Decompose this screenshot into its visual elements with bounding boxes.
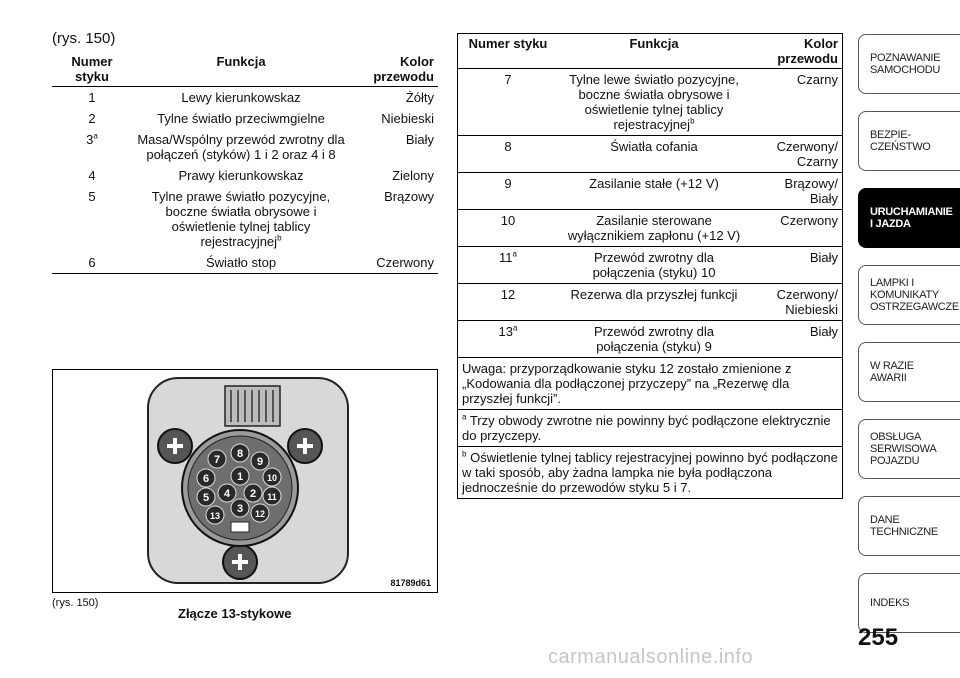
pin-function-text: Tylne prawe światło pozycyjne, boczne światła obrysowe i oświetlenie tylnej tablicy rejestracyjnej: [151, 189, 331, 249]
table-row: [52, 87, 438, 109]
pin-number: [458, 69, 559, 136]
connector-pin: [208, 450, 226, 468]
pin-function-text: Lewy kierunkowskaz: [181, 90, 301, 105]
connector-pin: [231, 467, 249, 485]
chapter-tab[interactable]: [858, 419, 960, 479]
wire-color: Biały: [405, 132, 434, 147]
chapter-tab-label: URUCHAMIANIE I JAZDA: [870, 206, 953, 230]
table-row: [458, 321, 843, 358]
figure-reference-top: (rys. 150): [52, 30, 116, 47]
table-row: [458, 284, 843, 321]
pin-function-text: Tylne lewe światło pozycyjne, boczne światła obrysowe i oświetlenie tylnej tablicy rejestracyjnej: [569, 72, 739, 132]
pin-function-text: Światło stop: [205, 255, 277, 270]
header-pin-number: Numer styku: [71, 54, 113, 84]
table-row: [52, 108, 438, 129]
wire-color: Biały: [809, 250, 838, 265]
pin-function: [132, 108, 350, 129]
pin-number: [52, 165, 132, 186]
pin-number: [458, 136, 559, 173]
pin-number: [458, 210, 559, 247]
chapter-tabs: [858, 34, 960, 650]
pin-number: [52, 252, 132, 274]
wire-color: Niebieski: [381, 111, 434, 126]
pin-number-text: 5: [88, 189, 96, 204]
wire-color: Czerwony: [780, 213, 838, 228]
pin-number-text: 12: [500, 287, 516, 302]
pin-function: [558, 284, 750, 321]
function-footnote-mark: b: [690, 116, 695, 126]
pin-table-left: [52, 52, 438, 274]
pin-number-text: 9: [504, 176, 512, 191]
figure-caption: Złącze 13-stykowe: [178, 606, 292, 621]
pin-number-text: 11: [499, 250, 513, 265]
pin-function-text: Przewód zwrotny dla połączenia (styku) 9: [594, 324, 714, 354]
pin-number: [52, 129, 132, 165]
table-row: [52, 252, 438, 274]
pin-label: 9: [256, 456, 264, 468]
page-number: 255: [858, 624, 899, 651]
connector-diagram: [53, 370, 437, 592]
pin-function: [558, 210, 750, 247]
pin-function: [558, 69, 750, 136]
pin-number-text: 10: [500, 213, 516, 228]
table-row: [52, 165, 438, 186]
footnote-a: [458, 410, 843, 447]
wire-color: Biały: [809, 324, 838, 339]
pin-function-text: Zasilanie stałe (+12 V): [589, 176, 719, 191]
pin-number-text: 4: [88, 168, 96, 183]
pin-number-text: 6: [88, 255, 96, 270]
table-row: [458, 210, 843, 247]
pin-label: 5: [202, 492, 210, 504]
pin-function-text: Światła cofania: [610, 139, 698, 154]
chapter-tab[interactable]: [858, 111, 960, 171]
chapter-tab[interactable]: [858, 496, 960, 556]
wire-color: Żółty: [405, 90, 434, 105]
pin-footnote-mark: a: [512, 249, 517, 259]
connector-figure: [52, 369, 438, 593]
table-row: [458, 247, 843, 284]
pin-footnote-mark: a: [93, 131, 98, 141]
pin-number: [52, 108, 132, 129]
pin-function: [132, 186, 350, 252]
pin-label: 12: [254, 509, 266, 519]
pin-number: [458, 284, 559, 321]
wire-color: Brązowy/ Biały: [784, 176, 838, 206]
pin-function: [132, 252, 350, 274]
pin-number-text: 13: [498, 324, 513, 339]
table-row: [52, 129, 438, 165]
pin-number-text: 2: [88, 111, 96, 126]
connector-pin: [218, 484, 236, 502]
pin-label: 11: [267, 492, 277, 502]
wire-color: Zielony: [392, 168, 434, 183]
pin-function: [132, 129, 350, 165]
header-function: Funkcja: [216, 54, 266, 69]
pin-function: [558, 136, 750, 173]
connector-pin: [251, 452, 269, 470]
wire-color: Czarny: [796, 72, 838, 87]
pin-function: [558, 247, 750, 284]
pin-function-text: Prawy kierunkowskaz: [178, 168, 304, 183]
wire-color: Czerwony/ Czarny: [776, 139, 838, 169]
footnote-b: [458, 447, 843, 499]
chapter-tab[interactable]: [858, 34, 960, 94]
table-row: [458, 69, 843, 136]
connector-pin: [263, 468, 281, 486]
chapter-tab-label: INDEKS: [870, 597, 910, 609]
pin-function-text: Przewód zwrotny dla połączenia (styku) 10: [592, 250, 716, 280]
pin-function: [132, 165, 350, 186]
header-wire-color: Kolor przewodu: [373, 54, 434, 84]
pin-number: [458, 247, 559, 284]
function-footnote-mark: b: [277, 233, 282, 243]
connector-pin: [244, 484, 262, 502]
connector-pin: [197, 469, 215, 487]
screw-bottom: [223, 545, 257, 579]
screw-top-right: [288, 429, 322, 463]
pin-number-text: 1: [88, 90, 96, 105]
pin-function: [558, 173, 750, 210]
connector-pin: [206, 506, 224, 524]
pin-number-text: 8: [504, 139, 512, 154]
wire-color: Brązowy: [384, 189, 434, 204]
footnote-b-text: Oświetlenie tylnej tablicy rejestracyjnej powinno być podłączone w taki sposób, aby żadna lampka nie była podłączona jednocześnie do przewodów styku 5 i 7.: [462, 450, 838, 495]
pin-number: [458, 321, 559, 358]
pin-label: 8: [236, 448, 244, 460]
pin-number: [52, 87, 132, 109]
pin-label: 2: [249, 488, 257, 500]
pin-label: 6: [202, 473, 210, 485]
pin-function-text: Rezerwa dla przyszłej funkcji: [570, 287, 738, 302]
wire-color: Czerwony: [376, 255, 434, 270]
pin-function-text: Masa/Wspólny przewód zwrotny dla połączeń (styków) 1 i 2 oraz 4 i 8: [137, 132, 345, 162]
chapter-tab-label: LAMPKI I KOMUNIKATY OSTRZEGAWCZE: [870, 277, 959, 313]
chapter-tab-label: OBSŁUGA SERWISOWA POJAZDU: [870, 431, 937, 467]
table-row: [52, 186, 438, 252]
chapter-tab[interactable]: [858, 188, 960, 248]
pin-label: 4: [223, 488, 231, 500]
pin-function-text: Zasilanie sterowane wyłącznikiem zapłonu (+12 V): [567, 213, 741, 243]
watermark: carmanualsonline.info: [548, 646, 754, 668]
table-row: [458, 136, 843, 173]
figure-reference-bottom: (rys. 150): [52, 597, 99, 609]
connector-pin: [231, 444, 249, 462]
pin-number-text: 3: [86, 132, 94, 147]
pin-label: 1: [236, 471, 244, 483]
pin-number: [52, 186, 132, 252]
pin-label: 7: [213, 454, 221, 466]
pin-number-text: 7: [504, 72, 512, 87]
pin-label: 13: [209, 511, 221, 521]
pin-function: [132, 87, 350, 109]
connector-pin: [251, 504, 269, 522]
header-wire-color: Kolor przewodu: [777, 36, 838, 66]
chapter-tab-label: W RAZIE AWARII: [870, 360, 914, 384]
footnote-b-mark: b: [462, 449, 467, 459]
pin-function: [558, 321, 750, 358]
table-row: [458, 173, 843, 210]
pin-number: [458, 173, 559, 210]
screw-top-left: [158, 429, 192, 463]
connector-pin: [263, 487, 281, 505]
chapter-tab-label: BEZPIE- CZEŃSTWO: [870, 129, 931, 153]
chapter-tab[interactable]: [858, 342, 960, 402]
chapter-tab[interactable]: [858, 265, 960, 325]
header-function: Funkcja: [629, 36, 679, 51]
figure-code: 81789d61: [390, 578, 431, 588]
pin-function-text: Tylne światło przeciwmgielne: [157, 111, 325, 126]
wire-color: Czerwony/ Niebieski: [776, 287, 838, 317]
pin-label: 3: [236, 503, 244, 515]
chapter-tab-label: POZNAWANIE SAMOCHODU: [870, 52, 941, 76]
note-pin12: Uwaga: przyporządkowanie styku 12 zostało zmienione z „Kodowania dla podłączonej przyczepy” na „Rezerwę dla przyszłej funkcji”.: [462, 361, 792, 406]
footnote-a-mark: a: [462, 412, 467, 422]
pin-label: 10: [266, 473, 278, 483]
chapter-tab-label: DANE TECHNICZNE: [870, 514, 938, 538]
header-pin-number: Numer styku: [468, 36, 548, 51]
footnote-a-text: Trzy obwody zwrotne nie powinny być podłączone elektrycznie do przyczepy.: [462, 413, 831, 443]
pin-footnote-mark: a: [513, 323, 518, 333]
connector-pin: [197, 488, 215, 506]
connector-pin: [231, 499, 249, 517]
pin-table-right: [457, 33, 843, 499]
